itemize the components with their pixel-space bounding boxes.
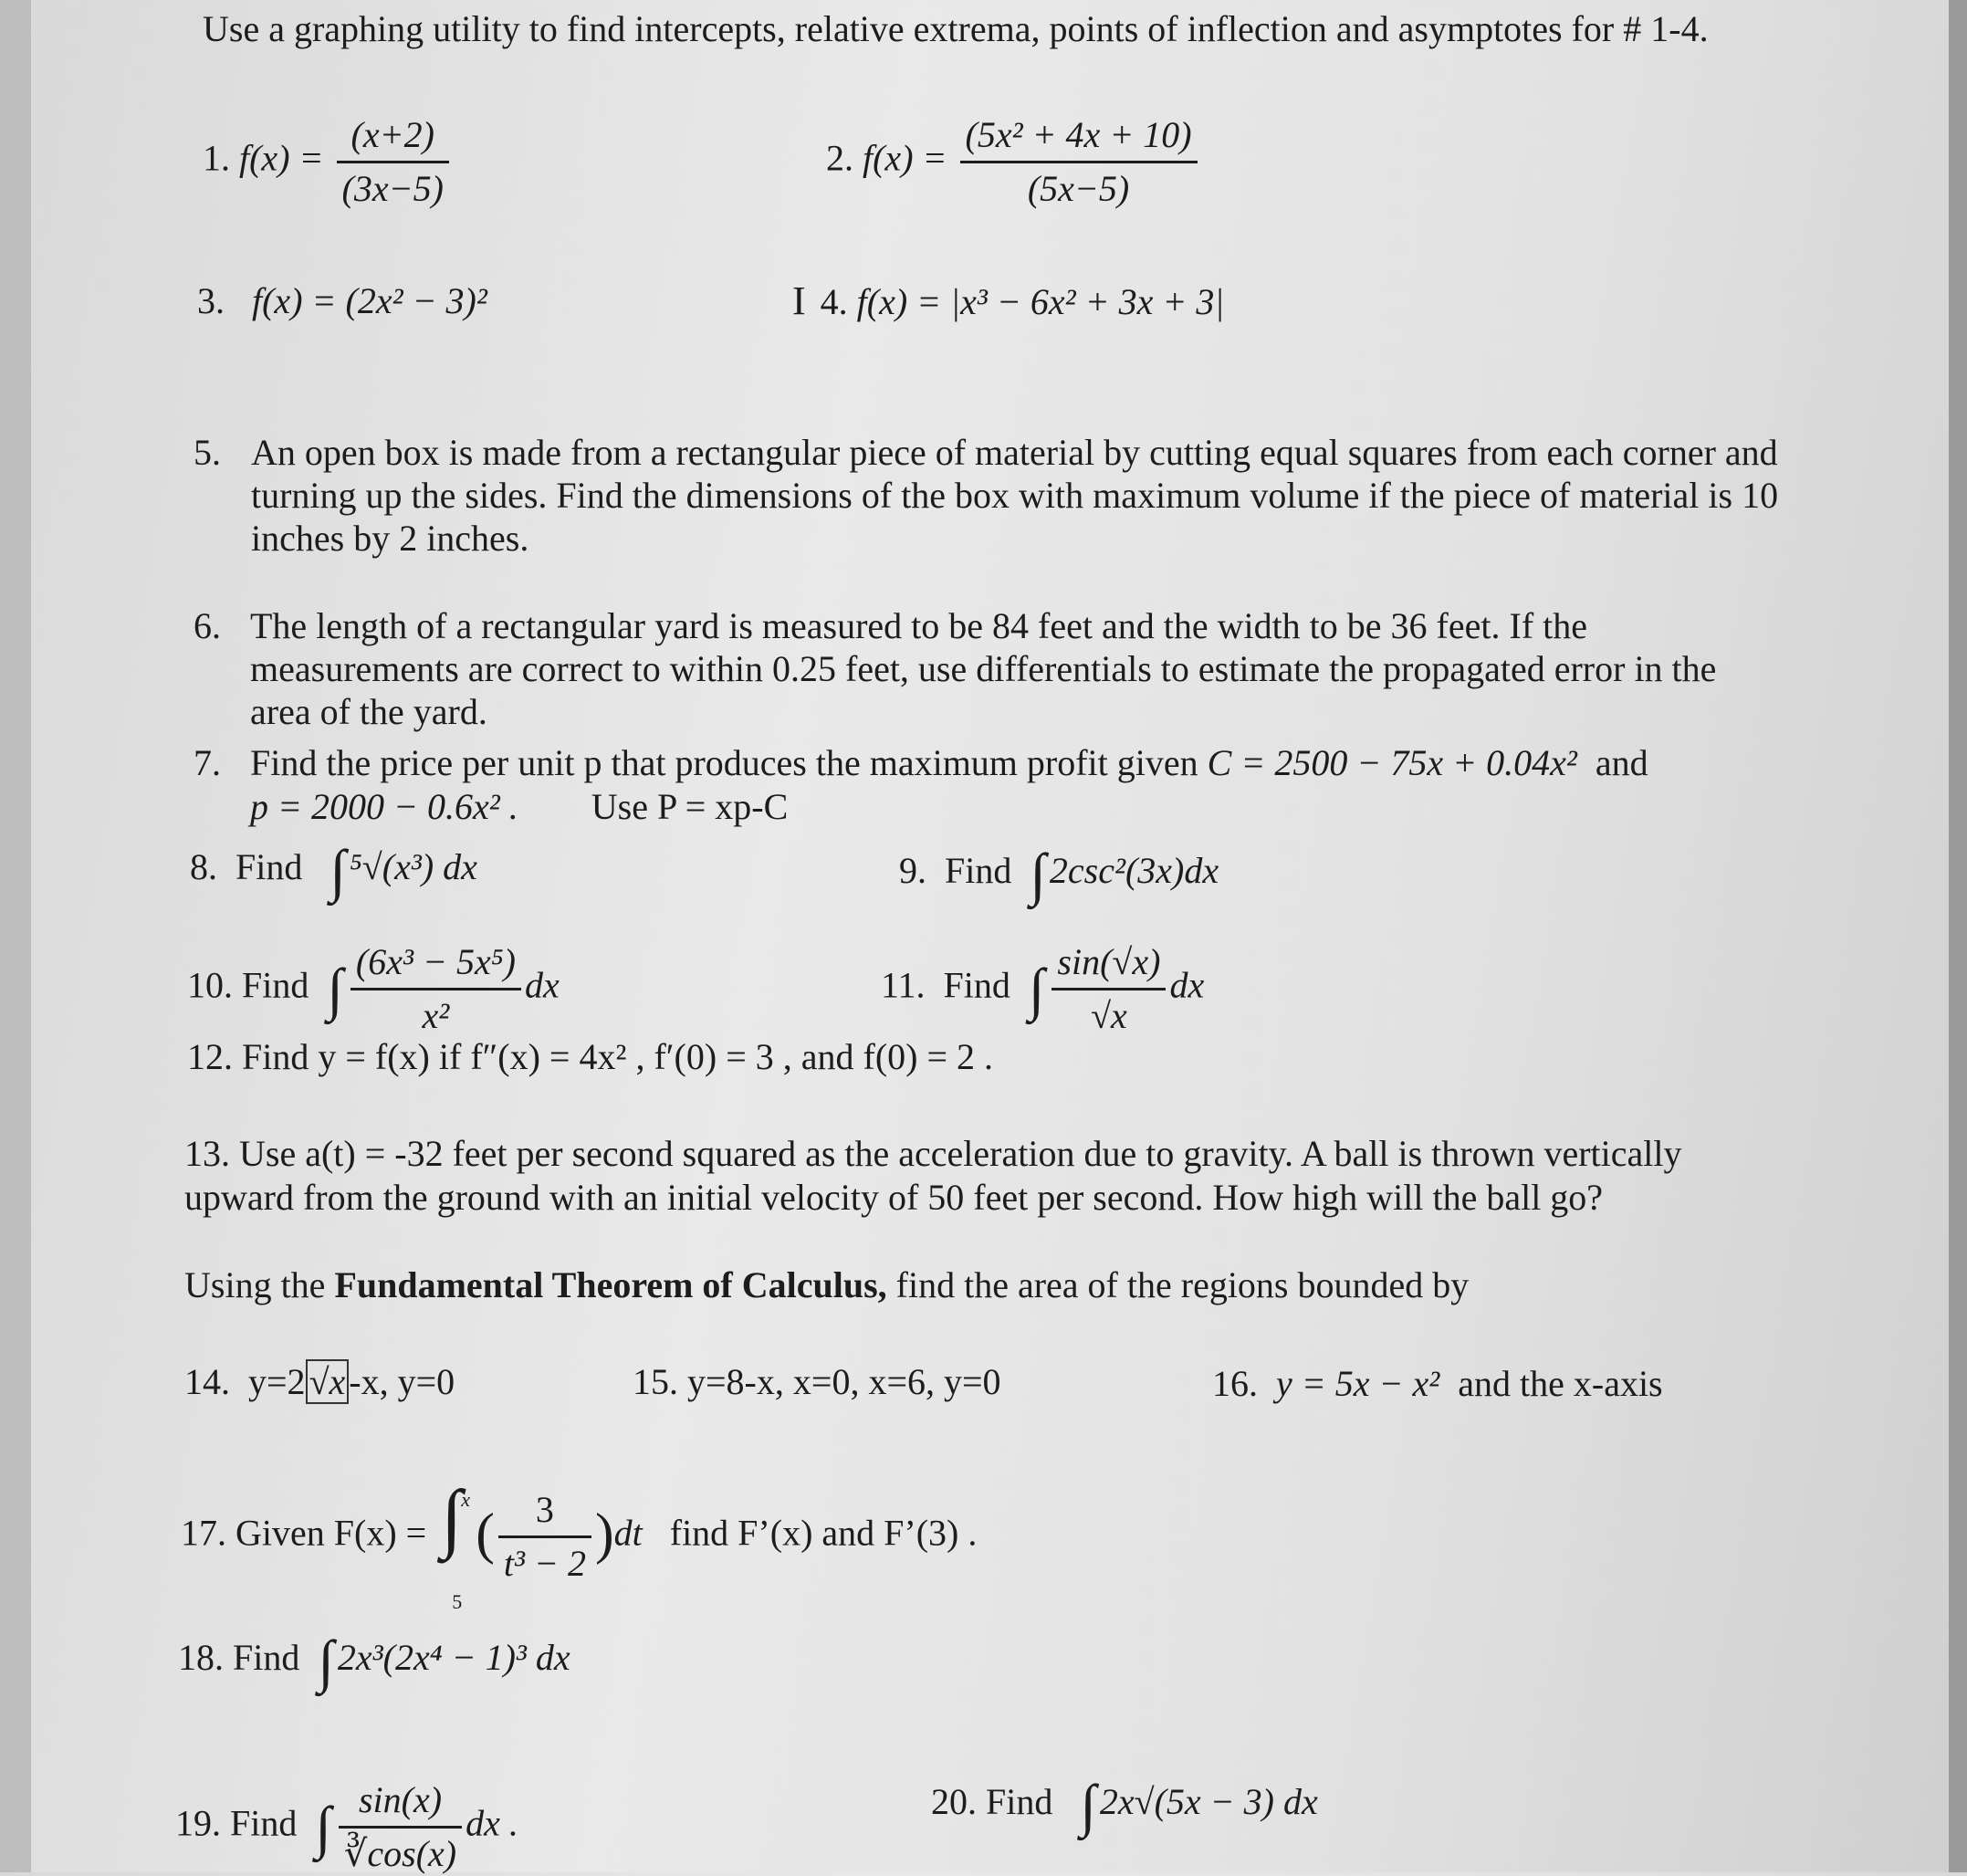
problem-5-line-2: turning up the sides. Find the dimensions of the box with maximum volume if the piece of material is 10 [251,475,1779,516]
problem-9-number: 9. [899,850,926,891]
problem-20-find: Find [986,1781,1053,1822]
problem-10 [187,940,560,1038]
integral-sign-icon: ∫ [1080,1773,1096,1838]
problem-18 [178,1629,570,1693]
problem-14-post: -x, y=0 [349,1361,455,1402]
problem-7-number: 7. [194,742,221,783]
problem-6-line-1: The length of a rectangular yard is measured to be 84 feet and the width to be 36 feet. If the [250,605,1587,646]
left-page-edge [0,0,31,1872]
problem-2-fraction [960,113,1198,211]
problem-11-number: 11. [881,964,926,1006]
problem-7-line-1 [250,741,1648,785]
problem-3 [197,279,487,323]
problem-13-line-1 [184,1132,1682,1176]
problem-8 [190,838,477,903]
right-paren-icon: ) [594,1503,614,1566]
problem-17-fraction [498,1488,591,1586]
right-monitor-edge [1949,0,1967,1872]
problem-18-number: 18. [178,1637,224,1678]
problem-2-numerator: (5x² + 4x + 10) [960,113,1198,163]
problem-17 [181,1474,978,1613]
problem-19-numerator: sin(x) [339,1778,462,1829]
problem-10-numerator: (6x³ − 5x⁵) [351,940,521,990]
ftc-instructions [184,1263,1469,1307]
problem-7-text: Find the price per unit p that produces the maximum profit given [250,742,1198,783]
problem-19-denominator: ∛cos(x) [343,1833,457,1874]
problem-14 [184,1360,455,1404]
problem-10-find: Find [242,964,309,1006]
problem-9-find: Find [945,850,1012,891]
problem-11-fraction [1052,940,1166,1038]
problem-7-price: p = 2000 − 0.6x² . [250,786,518,827]
problem-16-expression: y = 5x − x² [1276,1363,1440,1404]
problem-13-number: 13. [184,1133,230,1174]
problem-16-number: 16. [1212,1363,1258,1404]
problem-10-number: 10. [187,964,233,1006]
problem-1-number: 1. [203,137,230,179]
problem-10-fraction [351,940,521,1038]
problem-7-use: Use P = xp-C [591,786,789,827]
problem-17-number: 17. [181,1512,226,1554]
ftc-bold: Fundamental Theorem of Calculus, [334,1264,887,1305]
problem-6-number: 6. [194,605,221,646]
problem-17-numerator: 3 [498,1488,591,1538]
problem-12-number: 12. [187,1036,233,1077]
problem-9 [899,842,1219,907]
problem-13-text-2: upward from the ground with an initial velocity of 50 feet per second. How high will the ball go? [184,1177,1604,1218]
problem-6-line-3: area of the yard. [250,691,487,732]
definite-integral-sign [435,1474,476,1613]
problem-17-tail: find F’(x) and F’(3) . [669,1512,978,1554]
problem-19-find: Find [230,1802,298,1844]
ftc-suffix: find the area of the regions bounded by [895,1264,1470,1305]
problem-2-number: 2. [826,137,853,179]
problem-20 [931,1773,1318,1838]
problem-11-denominator: √x [1091,995,1127,1036]
problem-20-number: 20. [931,1781,977,1822]
problem-2-lhs: f(x) = [863,137,947,179]
problem-2-denominator: (5x−5) [1027,168,1130,209]
problem-15-text: y=8-x, x=0, x=6, y=0 [687,1361,1001,1402]
problem-17-denominator: t³ − 2 [503,1543,586,1584]
problem-18-find: Find [233,1637,300,1678]
problem-17-given: Given F(x) = [235,1512,427,1554]
problem-8-find: Find [235,846,303,887]
integral-sign-icon: ∫ [318,1629,334,1693]
problem-19-dx: dx . [466,1802,518,1844]
problem-6-line-2: measurements are correct to within 0.25 feet, use differentials to estimate the propagated error in the [250,648,1717,689]
problem-19-number: 19. [175,1802,221,1844]
problem-4-expression: f(x) = |x³ − 6x² + 3x + 3| [856,281,1225,322]
problem-10-denominator: x² [422,995,450,1036]
problem-1-lhs: f(x) = [239,137,324,179]
problem-8-integrand: ⁵√(x³) dx [349,846,477,887]
problem-12 [187,1035,993,1079]
problem-18-integrand: 2x³(2x⁴ − 1)³ dx [337,1637,570,1678]
problem-19 [175,1778,518,1876]
problem-19-fraction [339,1778,462,1876]
integral-sign-icon: ∫ [330,838,346,903]
problem-14-radical: √x [306,1359,350,1404]
problem-11 [881,940,1204,1038]
problem-14-number: 14. [184,1361,230,1402]
problem-7-and: and [1595,742,1648,783]
problem-11-numerator: sin(√x) [1052,940,1166,990]
problem-5-line-1: An open box is made from a rectangular piece of material by cutting equal squares from each corner and [251,432,1778,473]
integral-sign-icon: ∫ [1028,956,1045,1022]
problem-2 [826,113,1201,211]
problem-4 [792,279,1224,324]
problem-1-numerator: (x+2) [337,113,449,163]
problem-17-upper-limit: x [461,1487,470,1511]
ftc-prefix: Using the [184,1264,326,1305]
integral-sign-icon: ∫ [1030,842,1046,907]
problem-17-dt: dt [613,1512,643,1554]
problem-10-dx: dx [524,964,560,1006]
problem-1-fraction [337,113,449,211]
problem-5-line-3: inches by 2 inches. [251,518,529,559]
problem-4-number: 4. [820,281,848,322]
instructions-header: Use a graphing utility to find intercepts, relative extrema, points of inflection and asymptotes for # 1-4. [203,8,1709,49]
problem-3-number: 3. [197,280,225,321]
problem-11-find: Find [943,964,1010,1006]
problem-16 [1212,1362,1663,1406]
problem-12-text: Find y = f(x) if f″(x) = 4x² , f′(0) = 3 , and f(0) = 2 . [242,1036,994,1077]
problem-15 [633,1360,1001,1404]
problem-16-tail: and the x-axis [1458,1363,1663,1404]
problem-3-expression: f(x) = (2x² − 3)² [252,280,487,321]
integral-sign-icon: ∫ [441,1474,463,1560]
problem-7-cost: C = 2500 − 75x + 0.04x² [1207,742,1577,783]
problem-9-integrand: 2csc²(3x)dx [1049,850,1219,891]
problem-7-line-2 [250,785,788,829]
text-cursor-icon: I [792,278,806,323]
problem-11-dx: dx [1169,964,1205,1006]
problem-15-number: 15. [633,1361,678,1402]
problem-14-pre: y=2 [248,1361,306,1402]
problem-1-denominator: (3x−5) [341,168,444,209]
problem-20-integrand: 2x√(5x − 3) dx [1099,1781,1318,1822]
problem-1 [203,113,453,211]
problem-5-number: 5. [194,432,221,473]
problem-17-lower-limit: 5 [452,1589,463,1613]
problem-13-text-1: Use a(t) = -32 feet per second squared as the acceleration due to gravity. A ball is thrown vertically [239,1133,1682,1174]
problem-8-number: 8. [190,846,217,887]
integral-sign-icon: ∫ [327,956,343,1022]
integral-sign-icon: ∫ [315,1794,331,1860]
left-paren-icon: ( [476,1503,495,1566]
